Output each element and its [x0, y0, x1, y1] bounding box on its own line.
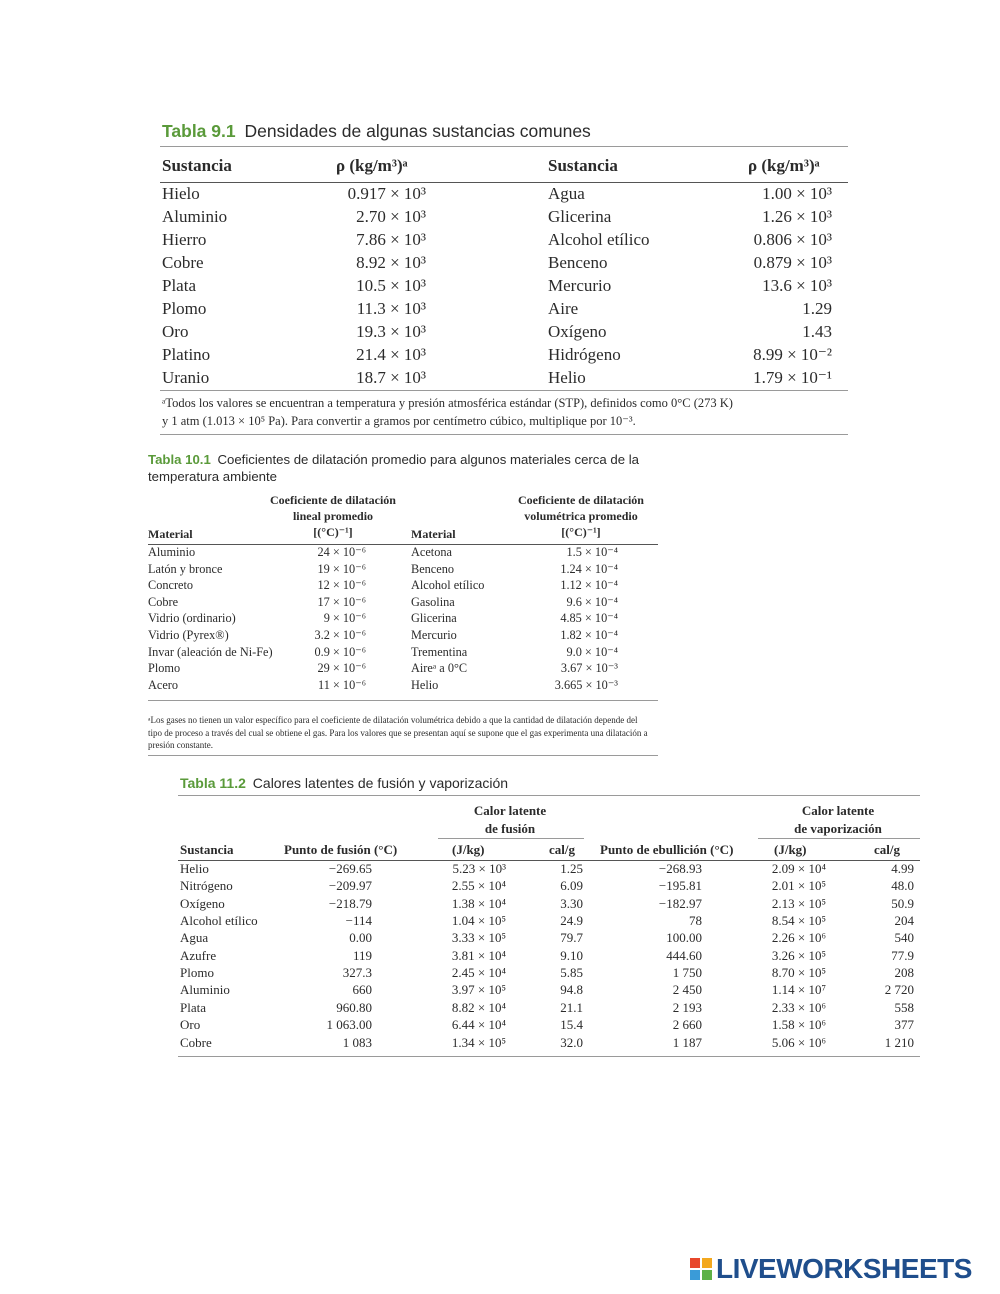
column-header-linear: [248, 492, 418, 540]
table-cell-substance: Oxígeno: [180, 895, 225, 911]
table-cell-substance: Plomo: [180, 965, 214, 981]
table-cell-vap-jkg: 2.26 × 10⁶: [771, 930, 826, 946]
table-cell-density: 2.70 × 10³: [356, 207, 426, 226]
table-cell-density: 1.26 × 10³: [762, 207, 832, 226]
table-cell-coefficient: 4.85 × 10⁻⁴: [560, 611, 618, 626]
column-header: Sustancia: [548, 156, 618, 175]
table-cell-material: Concreto: [148, 578, 194, 593]
table-cell-vap-jkg: 8.54 × 10⁵: [771, 913, 826, 929]
column-header: Sustancia: [180, 842, 234, 857]
table-cell-vap-jkg: 2.09 × 10⁴: [771, 861, 826, 876]
divider: [758, 838, 920, 839]
table-cell-fusion-jkg: 3.81 × 10⁴: [451, 947, 506, 963]
footnote-line: ᵃTodos los valores se encuentran a temperatura y presión atmosférica estándar (STP), definidos como 0°C (273 K): [162, 396, 733, 410]
table-cell-melting-point: 1 083: [342, 1034, 372, 1050]
header-line: de fusión: [484, 821, 536, 836]
column-header: cal/g: [549, 842, 575, 857]
table-cell-substance: Plata: [162, 276, 196, 295]
column-header: ρ (kg/m³)ᵃ: [748, 156, 820, 175]
table-cell-coefficient: 1.24 × 10⁻⁴: [560, 561, 618, 576]
table-cell-vap-calg: 208: [894, 965, 914, 981]
table-cell-melting-point: 0.00: [349, 930, 372, 946]
divider: [160, 434, 848, 435]
table-cell-boiling-point: 2 193: [672, 999, 702, 1015]
table-cell-coefficient: 24 × 10⁻⁶: [317, 545, 366, 559]
table-cell-density: 1.29: [802, 299, 832, 318]
table-cell-substance: Cobre: [180, 1034, 212, 1050]
table-cell-density: 21.4 × 10³: [356, 345, 426, 364]
table-cell-substance: Aluminio: [162, 207, 228, 226]
table-cell-boiling-point: 1 187: [672, 1034, 702, 1050]
table-cell-coefficient: 1.5 × 10⁻⁴: [566, 545, 618, 559]
header-line: Coeficiente de dilatación: [270, 493, 396, 507]
table-cell-vap-calg: 204: [894, 913, 914, 929]
table-cell-density: 13.6 × 10³: [762, 276, 832, 295]
table-cell-material: Mercurio: [411, 628, 457, 642]
table-cell-vap-calg: 377: [894, 1017, 914, 1033]
column-header: Sustancia: [162, 156, 232, 175]
column-header: (J/kg): [452, 842, 485, 857]
table-cell-material: Acetona: [411, 545, 452, 559]
table-cell-vap-jkg: 5.06 × 10⁶: [771, 1034, 826, 1050]
table-cell-coefficient: 0.9 × 10⁻⁶: [314, 644, 366, 659]
table-cell-material: Aluminio: [148, 545, 196, 559]
table-cell-boiling-point: 2 450: [672, 982, 702, 998]
table-cell-material: Trementina: [411, 644, 468, 659]
table-cell-coefficient: 19 × 10⁻⁶: [317, 561, 366, 576]
group-header-fusion: [440, 802, 580, 838]
table-cell-fusion-jkg: 1.38 × 10⁴: [451, 895, 506, 911]
table-cell-fusion-calg: 79.7: [560, 930, 583, 946]
table-cell-material: Benceno: [411, 561, 455, 576]
table-cell-coefficient: 9 × 10⁻⁶: [323, 611, 366, 626]
table-cell-substance: Oro: [180, 1017, 201, 1033]
table-cell-substance: Helio: [548, 368, 586, 387]
table-cell-substance: Benceno: [548, 253, 608, 272]
table-cell-vap-jkg: 3.26 × 10⁵: [771, 947, 826, 963]
table-10-1-title: [148, 451, 668, 485]
table-cell-material: Plomo: [148, 661, 181, 676]
table-cell-fusion-jkg: 2.45 × 10⁴: [451, 965, 506, 981]
table-cell-vap-calg: 540: [894, 930, 914, 946]
table-cell-substance: Platino: [162, 345, 211, 364]
table-9-1-footnote: [162, 394, 852, 430]
table-cell-density: 0.917 × 10³: [347, 184, 426, 203]
table-11-2-title: [180, 775, 508, 791]
table-cell-fusion-calg: 3.30: [560, 895, 583, 911]
table-cell-substance: Helio: [180, 861, 209, 876]
table-10-1-caption: Coeficientes de dilatación promedio para algunos materiales cerca de la temperatura ambiente: [148, 452, 639, 484]
column-header: (J/kg): [774, 842, 807, 857]
table-cell-fusion-calg: 94.8: [560, 982, 583, 998]
column-header: cal/g: [874, 842, 900, 857]
table-cell-vap-calg: 1 210: [884, 1034, 914, 1050]
table-cell-material: Glicerina: [411, 611, 457, 626]
logo-square: [702, 1258, 712, 1268]
table-cell-fusion-jkg: 6.44 × 10⁴: [451, 1017, 506, 1033]
table-cell-boiling-point: 444.60: [666, 947, 702, 963]
table-cell-density: 8.92 × 10³: [356, 253, 426, 272]
table-cell-substance: Agua: [180, 930, 209, 946]
table-cell-vap-jkg: 2.01 × 10⁵: [771, 878, 826, 894]
table-cell-coefficient: 9.6 × 10⁻⁴: [566, 594, 618, 609]
table-cell-substance: Hierro: [162, 230, 207, 249]
table-cell-fusion-jkg: 1.04 × 10⁵: [451, 913, 506, 929]
table-9-1-title: [162, 121, 591, 142]
table-9-1-caption: Densidades de algunas sustancias comunes: [244, 121, 591, 141]
table-cell-vap-jkg: 1.58 × 10⁶: [771, 1017, 826, 1033]
table-cell-substance: Agua: [548, 184, 585, 203]
divider: [148, 755, 658, 756]
header-line: de vaporización: [794, 821, 882, 836]
table-cell-vap-calg: 48.0: [891, 878, 914, 894]
table-cell-substance: Glicerina: [548, 207, 612, 226]
table-cell-material: Invar (aleación de Ni-Fe): [148, 644, 273, 659]
table-cell-substance: Plomo: [162, 299, 207, 318]
liveworksheets-logo-icon: [690, 1258, 712, 1280]
table-cell-fusion-calg: 24.9: [560, 913, 583, 929]
table-cell-fusion-calg: 32.0: [560, 1034, 583, 1050]
divider: [160, 390, 848, 391]
header-line: [(°C)⁻¹]: [561, 525, 601, 539]
table-cell-substance: Alcohol etílico: [548, 230, 650, 249]
table-cell-coefficient: 3.665 × 10⁻³: [554, 677, 618, 692]
table-cell-melting-point: 1 063.00: [326, 1017, 372, 1033]
table-cell-boiling-point: 1 750: [672, 965, 702, 981]
table-cell-boiling-point: 100.00: [666, 930, 702, 946]
column-header: Material: [148, 527, 193, 541]
divider: [178, 795, 920, 796]
logo-square: [702, 1270, 712, 1280]
table-cell-density: 8.99 × 10⁻²: [753, 345, 832, 364]
table-cell-vap-calg: 2 720: [884, 982, 914, 998]
header-line: lineal promedio: [292, 509, 374, 523]
table-cell-fusion-calg: 6.09: [560, 878, 583, 894]
table-cell-vap-calg: 50.9: [891, 895, 914, 911]
table-cell-coefficient: 3.67 × 10⁻³: [560, 661, 618, 676]
divider: [160, 182, 848, 183]
table-cell-fusion-calg: 1.25: [560, 861, 583, 876]
table-cell-density: 19.3 × 10³: [356, 322, 426, 341]
table-cell-material: Aireᵃ a 0°C: [411, 661, 468, 676]
header-line: Calor latente: [473, 803, 547, 818]
table-cell-melting-point: 327.3: [342, 965, 372, 981]
table-cell-fusion-jkg: 8.82 × 10⁴: [451, 999, 506, 1015]
table-cell-vap-jkg: 8.70 × 10⁵: [771, 965, 826, 981]
table-cell-fusion-calg: 21.1: [560, 999, 583, 1015]
table-cell-fusion-jkg: 2.55 × 10⁴: [451, 878, 506, 894]
column-header-volumetric: [496, 492, 666, 540]
table-cell-coefficient: 1.12 × 10⁻⁴: [560, 578, 618, 593]
table-cell-substance: Aire: [548, 299, 579, 318]
table-cell-melting-point: 960.80: [336, 999, 372, 1015]
table-cell-substance: Mercurio: [548, 276, 612, 295]
table-cell-coefficient: 3.2 × 10⁻⁶: [314, 628, 366, 642]
table-cell-vap-jkg: 2.13 × 10⁵: [771, 895, 826, 911]
table-cell-density: 10.5 × 10³: [356, 276, 426, 295]
table-cell-coefficient: 29 × 10⁻⁶: [317, 661, 366, 676]
table-cell-density: 1.79 × 10⁻¹: [753, 368, 832, 387]
table-cell-coefficient: 9.0 × 10⁻⁴: [566, 644, 618, 659]
table-cell-boiling-point: 78: [689, 913, 702, 929]
divider: [148, 700, 658, 701]
table-cell-density: 1.00 × 10³: [762, 184, 832, 203]
table-cell-substance: Plata: [180, 999, 206, 1015]
table-cell-vap-jkg: 2.33 × 10⁶: [771, 999, 826, 1015]
table-11-2-label: Tabla 11.2: [180, 775, 246, 791]
table-cell-substance: Azufre: [180, 947, 217, 963]
table-cell-vap-calg: 4.99: [891, 861, 914, 876]
table-cell-boiling-point: −182.97: [658, 895, 702, 911]
table-cell-substance: Oro: [162, 322, 189, 341]
divider: [438, 838, 584, 839]
table-cell-melting-point: −218.79: [328, 895, 372, 911]
table-cell-fusion-jkg: 3.33 × 10⁵: [451, 930, 506, 946]
table-cell-fusion-jkg: 1.34 × 10⁵: [451, 1034, 506, 1050]
header-line: volumétrica promedio: [524, 509, 638, 523]
table-cell-material: Alcohol etílico: [411, 578, 485, 593]
logo-square: [690, 1270, 700, 1280]
table-cell-substance: Oxígeno: [548, 322, 607, 341]
table-cell-material: Vidrio (Pyrex®): [148, 628, 229, 642]
table-cell-density: 0.879 × 10³: [753, 253, 832, 272]
table-cell-coefficient: 17 × 10⁻⁶: [317, 594, 366, 609]
table-cell-substance: Hidrógeno: [548, 345, 621, 364]
table-cell-coefficient: 1.82 × 10⁻⁴: [560, 628, 618, 642]
table-cell-density: 7.86 × 10³: [356, 230, 426, 249]
table-cell-material: Helio: [411, 677, 439, 692]
table-11-2-caption: Calores latentes de fusión y vaporización: [252, 775, 509, 791]
column-header: Material: [411, 527, 456, 541]
divider: [160, 146, 848, 147]
table-cell-fusion-jkg: 3.97 × 10⁵: [451, 982, 506, 998]
table-cell-material: Vidrio (ordinario): [148, 611, 236, 626]
table-10-1-footnote: ᵃLos gases no tienen un valor específico para el coeficiente de dilatación volumétrica debido a que la cantidad de dilatación depende del tipo de proceso a través del cual se obtiene el gas. Para los valores que se presentan aquí se supone que el gas experimenta una dilatación a presión constante.: [148, 715, 648, 750]
table-cell-melting-point: 119: [352, 947, 372, 963]
table-cell-vap-jkg: 1.14 × 10⁷: [771, 982, 826, 998]
table-cell-substance: Cobre: [162, 253, 204, 272]
header-line: [(°C)⁻¹]: [313, 525, 353, 539]
table-cell-material: Gasolina: [411, 594, 455, 609]
logo-square: [690, 1258, 700, 1268]
table-10-1-label: Tabla 10.1: [148, 452, 211, 467]
table-cell-density: 0.806 × 10³: [753, 230, 832, 249]
table-cell-density: 18.7 × 10³: [356, 368, 426, 387]
group-header-vaporization: [760, 802, 916, 838]
table-cell-substance: Alcohol etílico: [180, 913, 258, 929]
table-9-1-label: Tabla 9.1: [162, 121, 236, 141]
table-cell-fusion-calg: 15.4: [560, 1017, 583, 1033]
header-line: Calor latente: [801, 803, 875, 818]
column-header: Punto de fusión (°C): [284, 842, 398, 857]
table-cell-material: Cobre: [148, 594, 179, 609]
table-cell-coefficient: 11 × 10⁻⁶: [318, 677, 366, 692]
table-cell-vap-calg: 77.9: [891, 947, 914, 963]
divider: [178, 1056, 920, 1057]
column-header: Punto de ebullición (°C): [600, 842, 734, 857]
table-cell-boiling-point: −195.81: [658, 878, 702, 894]
table-cell-boiling-point: −268.93: [658, 861, 702, 876]
table-cell-substance: Hielo: [162, 184, 200, 203]
table-cell-melting-point: −269.65: [328, 861, 372, 876]
header-line: Coeficiente de dilatación: [518, 493, 644, 507]
table-cell-density: 11.3 × 10³: [356, 299, 426, 318]
column-header: ρ (kg/m³)ᵃ: [336, 156, 408, 175]
table-cell-fusion-calg: 9.10: [560, 947, 583, 963]
table-cell-melting-point: −114: [345, 913, 372, 929]
table-cell-substance: Nitrógeno: [180, 878, 233, 894]
table-cell-material: Acero: [148, 677, 179, 692]
table-cell-substance: Aluminio: [180, 982, 230, 998]
table-cell-material: Latón y bronce: [148, 561, 223, 576]
table-cell-melting-point: 660: [352, 982, 372, 998]
table-cell-coefficient: 12 × 10⁻⁶: [317, 578, 366, 593]
table-cell-vap-calg: 558: [894, 999, 914, 1015]
footnote-line: y 1 atm (1.013 × 10⁵ Pa). Para convertir a gramos por centímetro cúbico, multiplique por 10⁻³.: [162, 414, 636, 428]
table-cell-substance: Uranio: [162, 368, 210, 387]
table-cell-boiling-point: 2 660: [672, 1017, 702, 1033]
table-cell-density: 1.43: [802, 322, 832, 341]
table-cell-fusion-calg: 5.85: [560, 965, 583, 981]
table-cell-fusion-jkg: 5.23 × 10³: [452, 861, 506, 876]
table-cell-melting-point: −209.97: [328, 878, 372, 894]
liveworksheets-logo: LIVEWORKSHEETS: [716, 1253, 972, 1284]
